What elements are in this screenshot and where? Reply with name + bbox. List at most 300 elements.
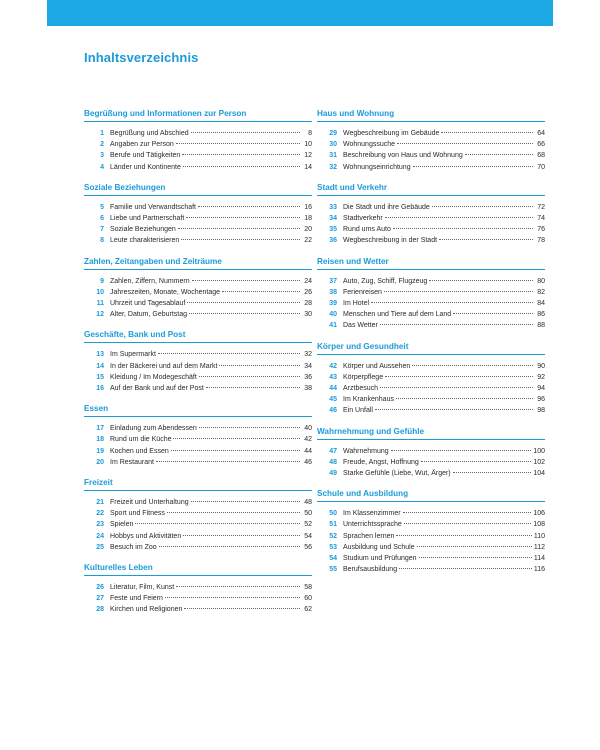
chapter-number: 26 — [96, 584, 104, 592]
toc-entry[interactable] — [84, 508, 312, 519]
chapter-title: Freizeit und Unterhaltung — [110, 499, 189, 507]
dot-leader — [184, 608, 300, 609]
toc-section — [84, 562, 312, 616]
page-number: 98 — [537, 407, 545, 415]
dot-leader — [465, 154, 533, 155]
chapter-title: Angaben zur Person — [110, 141, 174, 149]
dot-leader — [176, 586, 300, 587]
toc-entry[interactable] — [317, 162, 545, 173]
chapter-number: 34 — [329, 215, 337, 223]
toc-section — [317, 256, 545, 332]
section-heading: Essen — [84, 403, 312, 417]
dot-leader — [453, 472, 532, 473]
chapter-number: 13 — [96, 351, 104, 359]
page-number: 18 — [304, 215, 312, 223]
dot-leader — [181, 239, 300, 240]
page-number: 30 — [304, 311, 312, 319]
dot-leader — [453, 313, 533, 314]
dot-leader — [189, 313, 300, 314]
chapter-title: Im Klassenzimmer — [343, 510, 401, 518]
page-number: 68 — [537, 152, 545, 160]
toc-column-left — [84, 108, 312, 625]
chapter-title: Arztbesuch — [343, 385, 379, 393]
toc-section — [84, 403, 312, 468]
page-number: 60 — [304, 595, 312, 603]
page-number: 36 — [304, 373, 312, 381]
page-number: 86 — [537, 311, 545, 319]
toc-entry[interactable] — [84, 150, 312, 161]
toc-entry[interactable] — [84, 276, 312, 287]
chapter-number: 42 — [329, 362, 337, 370]
chapter-title: Wohnungssuche — [343, 141, 396, 149]
dot-leader — [439, 239, 533, 240]
dot-leader — [183, 535, 300, 536]
page-number: 72 — [537, 203, 545, 211]
chapter-number: 6 — [100, 215, 104, 223]
toc-entry[interactable] — [317, 542, 545, 553]
page-number: 20 — [304, 226, 312, 234]
toc-entry[interactable] — [84, 434, 312, 445]
chapter-number: 5 — [100, 203, 104, 211]
page-number: 34 — [304, 362, 312, 370]
chapter-number: 8 — [100, 237, 104, 245]
chapter-title: Ausbildung und Schule — [343, 543, 415, 551]
toc-entry[interactable] — [317, 383, 545, 394]
dot-leader — [199, 376, 300, 377]
chapter-title: Jahreszeiten, Monate, Wochentage — [110, 288, 220, 296]
page-number: 50 — [304, 510, 312, 518]
chapter-number: 48 — [329, 458, 337, 466]
section-heading: Haus und Wohnung — [317, 108, 545, 122]
toc-entry[interactable] — [317, 531, 545, 542]
chapter-number: 39 — [329, 300, 337, 308]
page-number: 114 — [533, 555, 545, 563]
chapter-number: 31 — [329, 152, 337, 160]
page-number: 58 — [304, 584, 312, 592]
dot-leader — [182, 154, 300, 155]
chapter-title: Kirchen und Religionen — [110, 606, 183, 614]
page-number: 52 — [304, 521, 312, 529]
chapter-title: Das Wetter — [343, 322, 378, 330]
page-number: 32 — [304, 351, 312, 359]
toc-entry[interactable] — [84, 542, 312, 553]
section-heading: Geschäfte, Bank und Post — [84, 329, 312, 343]
chapter-title: Im Krankenhaus — [343, 396, 394, 404]
page-number: 82 — [537, 288, 545, 296]
page-number: 38 — [304, 385, 312, 393]
chapter-title: Feste und Feiern — [110, 595, 163, 603]
dot-leader — [167, 512, 300, 513]
chapter-number: 11 — [96, 300, 104, 308]
chapter-title: Literatur, Film, Kunst — [110, 584, 175, 592]
chapter-number: 38 — [329, 288, 337, 296]
chapter-number: 18 — [96, 436, 104, 444]
chapter-number: 9 — [100, 277, 104, 285]
chapter-title: Wohnungseinrichtung — [343, 163, 411, 171]
page-number: 70 — [537, 163, 545, 171]
chapter-number: 35 — [329, 226, 337, 234]
chapter-number: 37 — [329, 277, 337, 285]
toc-entry[interactable] — [317, 405, 545, 416]
page-number: 26 — [304, 288, 312, 296]
dot-leader — [198, 206, 300, 207]
chapter-title: Zahlen, Ziffern, Nummern — [110, 277, 190, 285]
chapter-title: Ein Unfall — [343, 407, 373, 415]
dot-leader — [412, 365, 533, 366]
toc-entry[interactable] — [84, 202, 312, 213]
dot-leader — [191, 501, 300, 502]
page-number: 94 — [537, 385, 545, 393]
chapter-title: Körperpflege — [343, 373, 384, 381]
chapter-number: 10 — [96, 288, 104, 296]
section-heading: Zahlen, Zeitangaben und Zeiträume — [84, 256, 312, 270]
dot-leader — [441, 132, 533, 133]
page-number: 24 — [304, 277, 312, 285]
chapter-title: Stadtverkehr — [343, 215, 383, 223]
page-number: 48 — [304, 499, 312, 507]
toc-entry[interactable] — [317, 235, 545, 246]
toc-section — [317, 182, 545, 247]
chapter-title: Unterrichtssprache — [343, 521, 402, 529]
chapter-number: 44 — [329, 385, 337, 393]
toc-entry[interactable] — [84, 349, 312, 360]
chapter-title: Studium und Prüfungen — [343, 555, 417, 563]
page-number: 46 — [304, 458, 312, 466]
chapter-number: 20 — [96, 458, 104, 466]
chapter-number: 50 — [329, 510, 337, 518]
chapter-number: 15 — [96, 373, 104, 381]
section-heading: Freizeit — [84, 477, 312, 491]
toc-section — [84, 477, 312, 553]
dot-leader — [191, 132, 300, 133]
page-number: 112 — [533, 543, 545, 551]
page-number: 90 — [537, 362, 545, 370]
dot-leader — [156, 461, 300, 462]
toc-entry[interactable] — [317, 553, 545, 564]
page-number: 80 — [537, 277, 545, 285]
page-number: 96 — [537, 396, 545, 404]
page-number: 76 — [537, 226, 545, 234]
chapter-title: Im Restaurant — [110, 458, 154, 466]
dot-leader — [393, 228, 533, 229]
toc-entry[interactable] — [317, 139, 545, 150]
dot-leader — [158, 353, 300, 354]
chapter-title: Spielen — [110, 521, 134, 529]
chapter-number: 16 — [96, 385, 104, 393]
toc-section — [317, 488, 545, 575]
dot-leader — [432, 206, 533, 207]
page-number: 102 — [533, 458, 545, 466]
page-number: 74 — [537, 215, 545, 223]
chapter-title: Berufe und Tätigkeiten — [110, 152, 181, 160]
chapter-number: 49 — [329, 470, 337, 478]
toc-entry[interactable] — [317, 508, 545, 519]
toc-entry[interactable] — [84, 531, 312, 542]
dot-leader — [413, 166, 533, 167]
dot-leader — [159, 546, 300, 547]
dot-leader — [396, 535, 531, 536]
toc-entry[interactable] — [84, 224, 312, 235]
chapter-number: 55 — [329, 566, 337, 574]
page-number: 42 — [304, 436, 312, 444]
toc-entry[interactable] — [317, 224, 545, 235]
page-number: 56 — [304, 543, 312, 551]
dot-leader — [391, 450, 532, 451]
page-number: 16 — [304, 203, 312, 211]
page-number: 104 — [533, 470, 545, 478]
page-number: 54 — [304, 532, 312, 540]
dot-leader — [419, 557, 532, 558]
toc-entry[interactable] — [317, 150, 545, 161]
toc-section — [317, 108, 545, 173]
toc-entry[interactable] — [317, 361, 545, 372]
header-color-band — [47, 0, 553, 26]
chapter-number: 40 — [329, 311, 337, 319]
toc-entry[interactable] — [317, 287, 545, 298]
dot-leader — [397, 143, 533, 144]
dot-leader — [187, 302, 300, 303]
dot-leader — [399, 568, 532, 569]
chapter-number: 41 — [329, 322, 337, 330]
toc-entry[interactable] — [84, 213, 312, 224]
dot-leader — [199, 427, 300, 428]
page-number: 66 — [537, 141, 545, 149]
chapter-number: 1 — [100, 130, 104, 137]
chapter-number: 14 — [96, 362, 104, 370]
toc-entry[interactable] — [317, 519, 545, 530]
chapter-number: 17 — [96, 425, 104, 433]
chapter-title: Kochen und Essen — [110, 447, 169, 455]
page-number: 12 — [304, 152, 312, 160]
chapter-number: 45 — [329, 396, 337, 404]
chapter-title: Wegbeschreibung in der Stadt — [343, 237, 438, 245]
page-number: 88 — [537, 322, 545, 330]
section-heading: Begrüßung und Informationen zur Person — [84, 108, 312, 122]
chapter-number: 47 — [329, 447, 337, 455]
chapter-number: 22 — [96, 510, 104, 518]
chapter-title: Besuch im Zoo — [110, 543, 157, 551]
chapter-title: Sprachen lernen — [343, 532, 395, 540]
section-heading: Schule und Ausbildung — [317, 488, 545, 502]
section-heading: Wahrnehmung und Gefühle — [317, 426, 545, 440]
dot-leader — [171, 450, 300, 451]
toc-entry[interactable] — [317, 468, 545, 479]
toc-entry[interactable] — [84, 287, 312, 298]
toc-entry[interactable] — [84, 497, 312, 508]
toc-entry[interactable] — [317, 309, 545, 320]
chapter-title: Leute charakterisieren — [110, 237, 180, 245]
toc-entry[interactable] — [84, 446, 312, 457]
toc-entry[interactable] — [317, 372, 545, 383]
chapter-number: 25 — [96, 543, 104, 551]
toc-column-right — [317, 108, 545, 584]
chapter-title: Alter, Datum, Geburtstag — [110, 311, 188, 319]
toc-entry[interactable] — [317, 298, 545, 309]
dot-leader — [176, 143, 300, 144]
toc-entry[interactable] — [84, 309, 312, 320]
toc-entry[interactable] — [317, 394, 545, 405]
page-number: 100 — [533, 447, 545, 455]
dot-leader — [206, 387, 300, 388]
dot-leader — [403, 512, 532, 513]
section-heading: Kulturelles Leben — [84, 562, 312, 576]
toc-section — [84, 182, 312, 247]
chapter-title: Soziale Beziehungen — [110, 226, 176, 234]
chapter-title: Berufsausbildung — [343, 566, 398, 574]
chapter-title: Wahrnehmung — [343, 447, 389, 455]
dot-leader — [371, 302, 533, 303]
dot-leader — [178, 228, 300, 229]
page-number: 8 — [308, 130, 312, 137]
toc-entry[interactable] — [84, 361, 312, 372]
chapter-number: 46 — [329, 407, 337, 415]
chapter-number: 43 — [329, 373, 337, 381]
toc-entry[interactable] — [317, 564, 545, 575]
toc-entry[interactable] — [317, 202, 545, 213]
page-number: 44 — [304, 447, 312, 455]
page-number: 92 — [537, 373, 545, 381]
toc-entry[interactable] — [84, 162, 312, 173]
chapter-title: Die Stadt und ihre Gebäude — [343, 203, 430, 211]
chapter-number: 29 — [329, 130, 337, 137]
toc-entry[interactable] — [84, 298, 312, 309]
chapter-title: Freude, Angst, Hoffnung — [343, 458, 419, 466]
page-number: 14 — [304, 163, 312, 171]
chapter-number: 52 — [329, 532, 337, 540]
page-number: 64 — [537, 130, 545, 137]
toc-entry[interactable] — [84, 128, 312, 139]
toc-entry[interactable] — [84, 383, 312, 394]
chapter-title: Rund ums Auto — [343, 226, 391, 234]
dot-leader — [385, 376, 533, 377]
chapter-number: 4 — [100, 163, 104, 171]
toc-entry[interactable] — [84, 457, 312, 468]
chapter-number: 19 — [96, 447, 104, 455]
dot-leader — [222, 291, 300, 292]
chapter-title: Körper und Aussehen — [343, 362, 411, 370]
dot-leader — [165, 597, 300, 598]
chapter-title: Länder und Kontinente — [110, 163, 181, 171]
toc-entry[interactable] — [317, 128, 545, 139]
chapter-title: Kleidung / Im Modegeschäft — [110, 373, 197, 381]
chapter-title: Hobbys und Aktivitäten — [110, 532, 182, 540]
dot-leader — [429, 280, 533, 281]
dot-leader — [186, 217, 300, 218]
toc-entry[interactable] — [84, 423, 312, 434]
section-heading: Reisen und Wetter — [317, 256, 545, 270]
dot-leader — [219, 365, 300, 366]
toc-entry[interactable] — [317, 320, 545, 331]
dot-leader — [375, 409, 533, 410]
chapter-number: 53 — [329, 543, 337, 551]
page-number: 116 — [533, 566, 545, 574]
toc-entry[interactable] — [84, 519, 312, 530]
page-number: 84 — [537, 300, 545, 308]
toc-entry[interactable] — [84, 582, 312, 593]
section-heading: Körper und Gesundheit — [317, 341, 545, 355]
chapter-number: 2 — [100, 141, 104, 149]
chapter-number: 24 — [96, 532, 104, 540]
dot-leader — [396, 398, 533, 399]
chapter-number: 30 — [329, 141, 337, 149]
chapter-title: Auto, Zug, Schiff, Flugzeug — [343, 277, 428, 285]
page-number: 108 — [533, 521, 545, 529]
chapter-number: 36 — [329, 237, 337, 245]
chapter-title: Uhrzeit und Tagesablauf — [110, 300, 186, 308]
chapter-number: 27 — [96, 595, 104, 603]
chapter-number: 23 — [96, 521, 104, 529]
chapter-title: Ferienreisen — [343, 288, 382, 296]
dot-leader — [173, 438, 300, 439]
toc-entry[interactable] — [84, 593, 312, 604]
chapter-title: Beschreibung von Haus und Wohnung — [343, 152, 463, 160]
toc-entry[interactable] — [317, 446, 545, 457]
page-number: 62 — [304, 606, 312, 614]
chapter-title: Liebe und Partnerschaft — [110, 215, 185, 223]
section-heading: Soziale Beziehungen — [84, 182, 312, 196]
toc-entry[interactable] — [317, 276, 545, 287]
chapter-number: 21 — [96, 499, 104, 507]
chapter-title: In der Bäckerei und auf dem Markt — [110, 362, 218, 370]
toc-entry[interactable] — [84, 139, 312, 150]
chapter-title: Im Supermarkt — [110, 351, 156, 359]
dot-leader — [384, 291, 533, 292]
toc-entry[interactable] — [317, 457, 545, 468]
toc-section — [317, 341, 545, 417]
chapter-number: 33 — [329, 203, 337, 211]
chapter-number: 28 — [96, 606, 104, 614]
page-number: 40 — [304, 425, 312, 433]
chapter-title: Wegbeschreibung im Gebäude — [343, 130, 440, 137]
page-number: 78 — [537, 237, 545, 245]
chapter-title: Begrüßung und Abschied — [110, 130, 189, 137]
dot-leader — [385, 217, 533, 218]
dot-leader — [421, 461, 532, 462]
dot-leader — [135, 523, 300, 524]
page-number: 22 — [304, 237, 312, 245]
page-number: 28 — [304, 300, 312, 308]
dot-leader — [417, 546, 532, 547]
chapter-title: Familie und Verwandtschaft — [110, 203, 196, 211]
toc-entry[interactable] — [84, 372, 312, 383]
dot-leader — [404, 523, 532, 524]
chapter-title: Starke Gefühle (Liebe, Wut, Ärger) — [343, 470, 451, 478]
toc-entry[interactable] — [317, 213, 545, 224]
page-number: 106 — [533, 510, 545, 518]
chapter-title: Auf der Bank und auf der Post — [110, 385, 204, 393]
chapter-title: Sport und Fitness — [110, 510, 165, 518]
chapter-title: Einladung zum Abendessen — [110, 425, 197, 433]
page-number: 10 — [304, 141, 312, 149]
chapter-number: 32 — [329, 163, 337, 171]
dot-leader — [380, 324, 533, 325]
chapter-title: Menschen und Tiere auf dem Land — [343, 311, 452, 319]
chapter-number: 3 — [100, 152, 104, 160]
chapter-number: 54 — [329, 555, 337, 563]
dot-leader — [192, 280, 300, 281]
page-title: Inhaltsverzeichnis — [84, 50, 199, 65]
chapter-title: Rund um die Küche — [110, 436, 172, 444]
toc-section — [84, 108, 312, 173]
page-number: 110 — [533, 532, 545, 540]
chapter-title: Im Hotel — [343, 300, 370, 308]
toc-entry[interactable] — [84, 604, 312, 615]
toc-entry[interactable] — [84, 235, 312, 246]
toc-section — [84, 256, 312, 321]
chapter-number: 51 — [329, 521, 337, 529]
chapter-number: 12 — [96, 311, 104, 319]
dot-leader — [380, 387, 533, 388]
